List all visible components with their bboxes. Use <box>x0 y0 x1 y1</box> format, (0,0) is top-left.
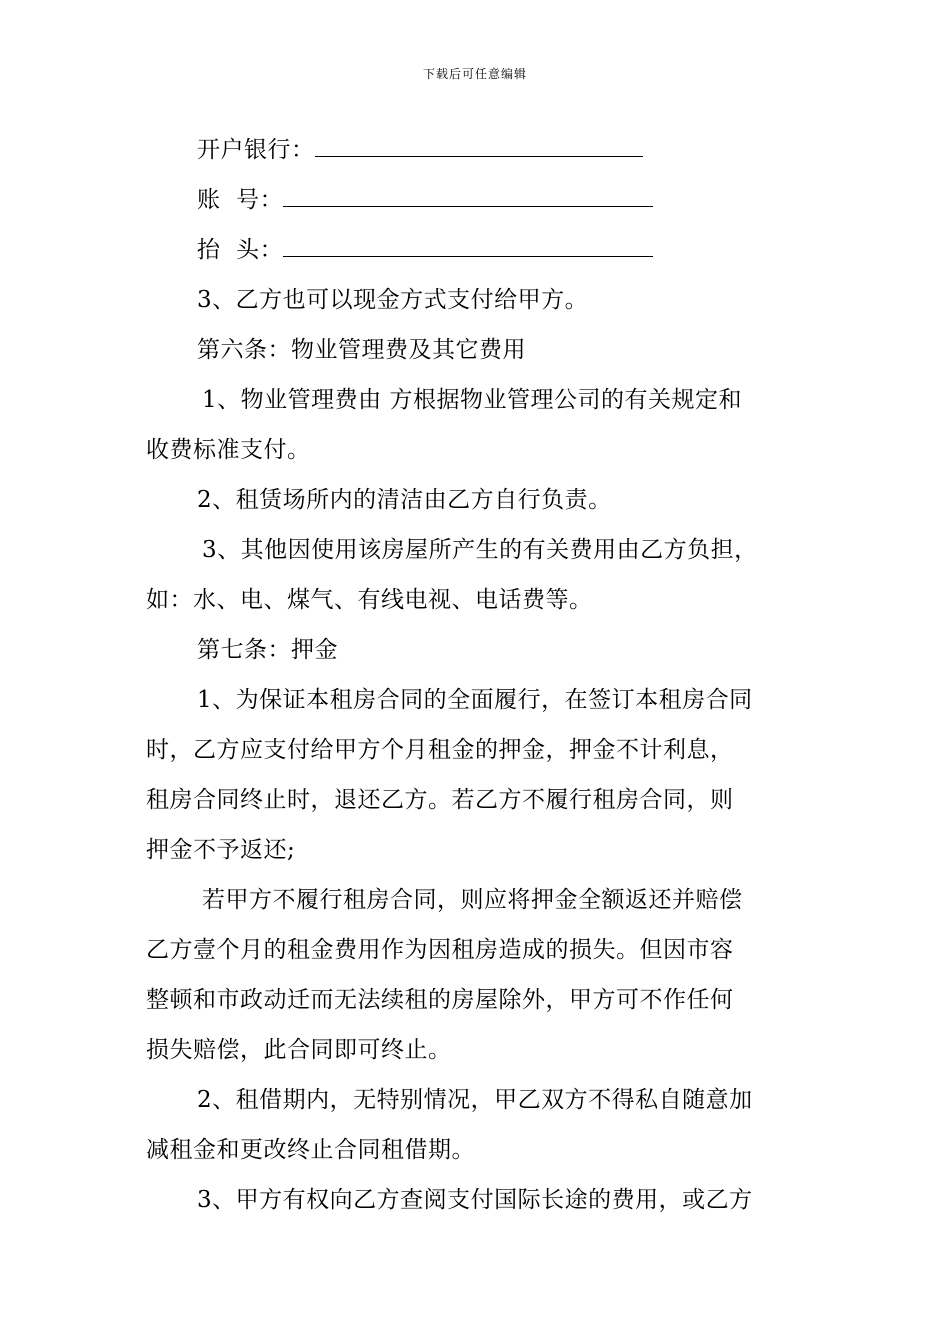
field-account-blank <box>283 186 653 207</box>
paragraph-line: 时，乙方应支付给甲方个月租金的押金，押金不计利息， <box>146 737 734 763</box>
paragraph-line: 3、甲方有权向乙方查阅支付国际长途的费用，或乙方 <box>197 1187 753 1213</box>
paragraph-line: 若甲方不履行租房合同，则应将押金全额返还并赔偿 <box>202 887 743 913</box>
field-account <box>197 185 653 215</box>
paragraph-line: 收费标准支付。 <box>146 437 311 463</box>
page-header: 下载后可任意编辑 <box>422 67 527 81</box>
paragraph-line: 减租金和更改终止合同租借期。 <box>146 1137 475 1163</box>
paragraph-line: 乙方壹个月的租金费用作为因租房造成的损失。但因市容 <box>146 937 734 963</box>
paragraph-line: 3、乙方也可以现金方式支付给甲方。 <box>197 287 589 313</box>
field-payee-blank <box>283 236 653 257</box>
paragraph-line: 2、租赁场所内的清洁由乙方自行负责。 <box>197 487 612 513</box>
paragraph-line: 损失赔偿，此合同即可终止。 <box>146 1037 452 1063</box>
paragraph-line: 1、物业管理费由 方根据物业管理公司的有关规定和 <box>202 387 742 413</box>
field-bank-blank <box>315 136 643 157</box>
paragraph-line: 3、其他因使用该房屋所产生的有关费用由乙方负担， <box>202 537 758 563</box>
paragraph-line: 租房合同终止时，退还乙方。若乙方不履行租房合同，则 <box>146 787 734 813</box>
field-bank-label: 开户银行： <box>197 137 315 163</box>
field-payee-label: 抬 头： <box>197 237 284 263</box>
field-bank <box>197 135 643 165</box>
paragraph-line: 如：水、电、煤气、有线电视、电话费等。 <box>146 587 593 613</box>
field-account-label: 账 号： <box>197 187 284 213</box>
field-payee <box>197 235 653 265</box>
article-heading: 第六条：物业管理费及其它费用 <box>197 337 526 363</box>
article-heading: 第七条：押金 <box>197 637 338 663</box>
paragraph-line: 1、为保证本租房合同的全面履行，在签订本租房合同 <box>197 687 753 713</box>
paragraph-line: 整顿和市政动迁而无法续租的房屋除外，甲方可不作任何 <box>146 987 734 1013</box>
paragraph-line: 押金不予返还; <box>146 837 296 863</box>
paragraph-line: 2、租借期内，无特别情况，甲乙双方不得私自随意加 <box>197 1087 753 1113</box>
